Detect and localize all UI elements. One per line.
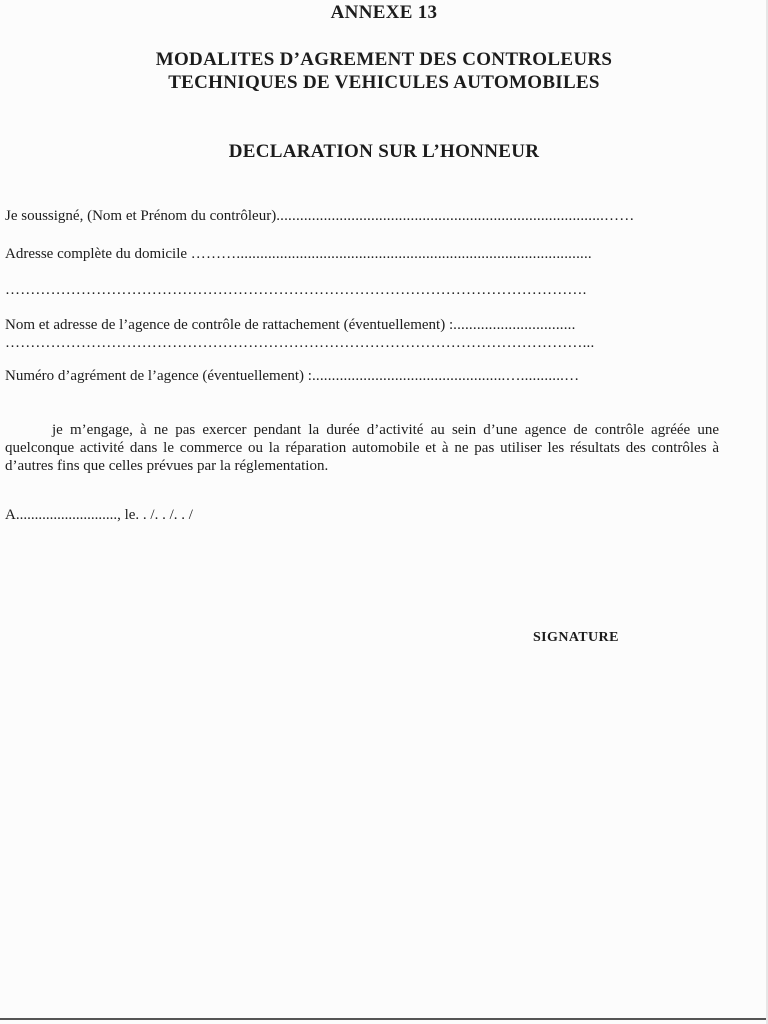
approval-number-dots: .................................................…...........… xyxy=(311,368,580,384)
home-address-field xyxy=(5,245,635,263)
controller-name-dots: ...................................................................................…… xyxy=(276,208,635,224)
bottom-edge-line xyxy=(0,1018,768,1020)
home-address-label: Adresse complète du domicile xyxy=(5,246,191,262)
annex-number: ANNEXE 13 xyxy=(330,2,438,23)
agency-line-2-dots: ……………………………………………………………………………………………………... xyxy=(5,335,595,351)
agency-dots: ............................... xyxy=(453,317,576,333)
home-address-dots: ……….......................................................................................... xyxy=(190,246,592,262)
commitment-paragraph: je m’engage, à ne pas exercer pendant la durée d’activité au sein d’une agence de contrôle agréée une quelconque activité dans le commerce ou la réparation automobile et à ne pas utiliser les résultats des contrôles à d’autres fins que celles prévues par la réglementation. xyxy=(5,422,719,474)
title-line-1: MODALITES D’AGREMENT DES CONTROLEURS xyxy=(155,49,613,70)
agency-line-2 xyxy=(5,334,635,352)
document-title xyxy=(0,48,768,94)
controller-name-field xyxy=(5,207,635,225)
controller-name-label: Je soussigné, (Nom et Prénom du contrôleur) xyxy=(5,208,277,224)
approval-number-label: Numéro d’agrément de l’agence (éventuellement) : xyxy=(5,368,312,384)
signature-label: SIGNATURE xyxy=(533,630,619,645)
approval-number-field xyxy=(5,367,635,385)
place-date-line: A..........................., le. . /. . /. . / xyxy=(5,507,193,523)
declaration-heading: DECLARATION SUR L’HONNEUR xyxy=(228,141,540,162)
title-line-2: TECHNIQUES DE VEHICULES AUTOMOBILES xyxy=(168,72,600,93)
home-address-line-2-dots: ……………………………………………………………………………………………………. xyxy=(5,282,587,298)
home-address-line-2 xyxy=(5,281,635,299)
agency-label: Nom et adresse de l’agence de contrôle de rattachement (éventuellement) : xyxy=(5,317,454,333)
agency-field xyxy=(5,316,635,334)
